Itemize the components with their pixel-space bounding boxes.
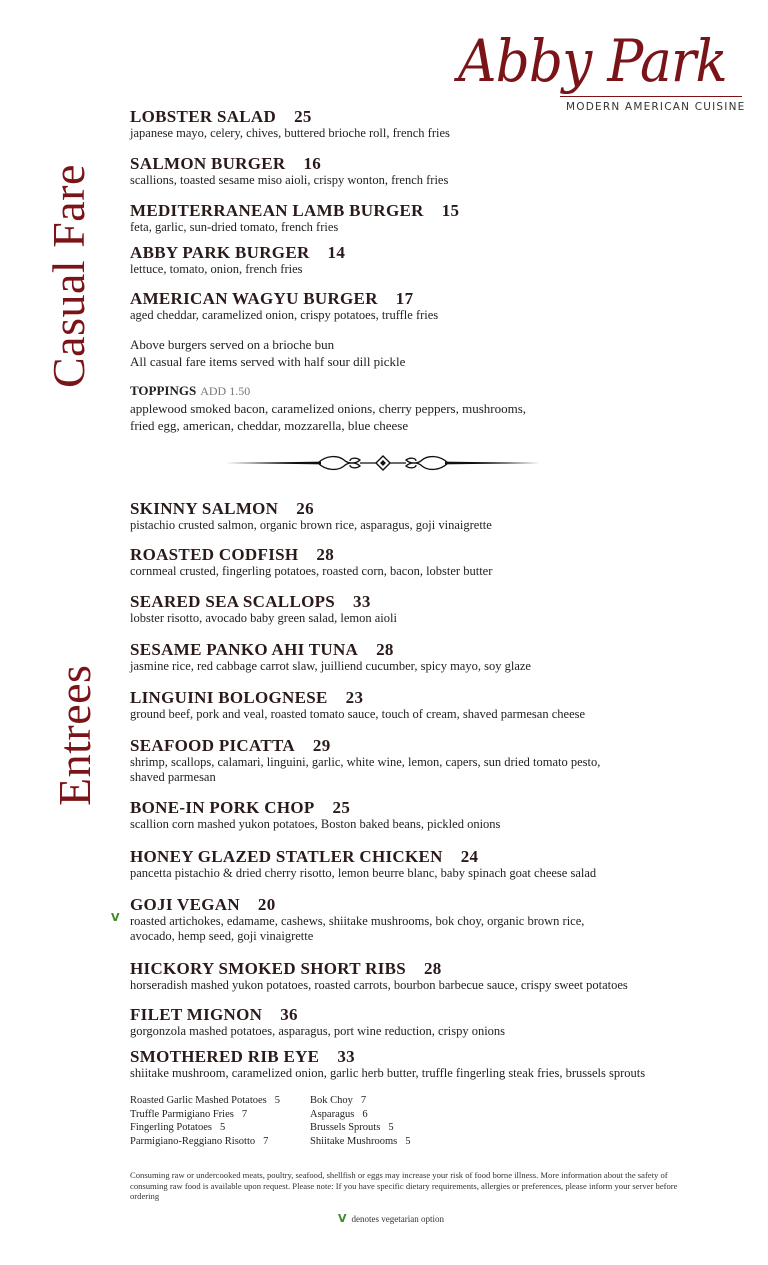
item-description: roasted artichokes, edamame, cashews, shiitake mushrooms, bok choy, organic brown rice, — [130, 914, 585, 928]
item-description: scallions, toasted sesame miso aioli, crispy wonton, french fries — [130, 173, 449, 187]
item-description: cornmeal crusted, fingerling potatoes, roasted corn, bacon, lobster butter — [130, 564, 493, 578]
item-name: MEDITERRANEAN LAMB BURGER — [130, 201, 424, 220]
item-name: HICKORY SMOKED SHORT RIBS — [130, 959, 406, 978]
menu-item — [130, 546, 690, 579]
side-item — [310, 1135, 410, 1149]
side-price: 7 — [263, 1135, 269, 1147]
toppings-line: fried egg, american, cheddar, mozzarella, blue cheese — [130, 418, 409, 433]
item-price: 33 — [353, 592, 371, 611]
item-description: japanese mayo, celery, chives, buttered brioche roll, french fries — [130, 126, 450, 140]
toppings-label: TOPPINGS — [130, 383, 197, 398]
item-name: ROASTED CODFISH — [130, 545, 299, 564]
item-price: 26 — [296, 499, 314, 518]
menu-item — [130, 737, 690, 785]
item-name: LINGUINI BOLOGNESE — [130, 688, 328, 707]
side-price: 5 — [219, 1122, 226, 1134]
menu-item — [130, 155, 690, 188]
side-item — [310, 1108, 410, 1122]
menu-item — [130, 848, 690, 881]
side-item — [310, 1121, 410, 1135]
side-name: Bok Choy — [310, 1095, 353, 1106]
vegetarian-legend-text: denotes vegetarian option — [351, 1214, 444, 1224]
menu-item — [130, 1006, 690, 1039]
item-name: SMOTHERED RIB EYE — [130, 1047, 320, 1066]
ornament-divider — [226, 452, 540, 474]
menu-item — [130, 641, 690, 674]
item-price: 25 — [332, 798, 351, 817]
side-price: 7 — [241, 1108, 248, 1120]
item-price: 25 — [294, 107, 312, 126]
item-description: feta, garlic, sun-dried tomato, french fries — [130, 220, 339, 234]
menu-item — [130, 896, 690, 944]
item-name: SESAME PANKO AHI TUNA — [130, 640, 359, 659]
item-description: jasmine rice, red cabbage carrot slaw, juilliend cucumber, spicy mayo, soy glaze — [130, 659, 531, 673]
brand-tagline: MODERN AMERICAN CUISINE — [566, 101, 746, 113]
item-price: 33 — [337, 1047, 355, 1066]
item-price: 14 — [327, 243, 346, 262]
side-name: Fingerling Potatoes — [130, 1122, 212, 1134]
menu-item — [130, 960, 690, 993]
menu-item — [130, 202, 690, 235]
item-price: 15 — [441, 201, 460, 220]
side-price: 5 — [274, 1095, 281, 1106]
toppings-price: ADD 1.50 — [200, 384, 251, 398]
sides-list-right — [310, 1094, 410, 1148]
item-name: SALMON BURGER — [130, 154, 286, 173]
menu-item — [130, 593, 690, 626]
item-price: 16 — [303, 154, 322, 173]
item-name: BONE-IN PORK CHOP — [130, 798, 315, 817]
logo-underline — [560, 96, 742, 97]
vegetarian-icon: V — [111, 911, 120, 924]
side-price: 7 — [360, 1095, 367, 1106]
menu-item — [130, 1048, 690, 1081]
vegetarian-legend-icon: V — [338, 1212, 347, 1225]
side-item — [310, 1094, 410, 1108]
item-description: aged cheddar, caramelized onion, crispy potatoes, truffle fries — [130, 308, 439, 322]
side-item — [130, 1094, 280, 1108]
item-description: lettuce, tomato, onion, french fries — [130, 262, 303, 276]
vegetarian-legend — [338, 1212, 444, 1225]
side-price: 5 — [405, 1135, 411, 1147]
side-name: Brussels Sprouts — [310, 1122, 381, 1134]
item-description: shrimp, scallops, calamari, linguini, garlic, white wine, lemon, capers, sun dried tomato pesto, — [130, 755, 601, 769]
item-description: horseradish mashed yukon potatoes, roasted carrots, bourbon barbecue sauce, crispy sweet potatoes — [130, 978, 628, 992]
item-name: FILET MIGNON — [130, 1005, 263, 1024]
item-description: scallion corn mashed yukon potatoes, Boston baked beans, pickled onions — [130, 817, 501, 831]
menu-item — [130, 799, 690, 832]
item-description: pancetta pistachio & dried cherry risotto, lemon beurre blanc, baby spinach goat cheese salad — [130, 866, 597, 880]
item-price: 17 — [395, 289, 414, 308]
item-description: pistachio crusted salmon, organic brown rice, asparagus, goji vinaigrette — [130, 518, 492, 532]
item-description: shiitake mushroom, caramelized onion, garlic herb butter, truffle fingerling steak fries, brussels sprouts — [130, 1066, 646, 1080]
food-safety-disclaimer: Consuming raw or undercooked meats, poultry, seafood, shellfish or eggs may increase your risk of food borne illness. More information about the safety of consuming raw food is available upon request. Please note: If you have specific dietary requirements, allergies or preferences, please inform your server before ordering — [130, 1170, 678, 1201]
item-description: gorgonzola mashed potatoes, asparagus, port wine reduction, crispy onions — [130, 1024, 506, 1038]
menu-item — [130, 290, 690, 323]
side-name: Shiitake Mushrooms — [310, 1135, 398, 1147]
note-line: All casual fare items served with half sour dill pickle — [130, 354, 406, 369]
menu-item — [130, 244, 690, 277]
burger-notes — [130, 336, 405, 370]
item-name: GOJI VEGAN — [130, 895, 240, 914]
item-name: AMERICAN WAGYU BURGER — [130, 289, 378, 308]
side-price: 6 — [362, 1108, 368, 1120]
toppings-line: applewood smoked bacon, caramelized onions, cherry peppers, mushrooms, — [130, 401, 527, 416]
side-name: Parmigiano-Reggiano Risotto — [130, 1135, 256, 1147]
side-name: Truffle Parmigiano Fries — [130, 1108, 234, 1120]
item-name: LOBSTER SALAD — [130, 107, 277, 126]
item-price: 20 — [257, 895, 276, 914]
item-price: 28 — [376, 640, 394, 659]
item-price: 24 — [460, 847, 479, 866]
item-name: SKINNY SALMON — [130, 499, 279, 518]
item-description: ground beef, pork and veal, roasted tomato sauce, touch of cream, shaved parmesan cheese — [130, 707, 586, 721]
note-line: Above burgers served on a brioche bun — [130, 337, 335, 352]
item-description-cont: avocado, hemp seed, goji vinaigrette — [130, 929, 314, 943]
side-name: Asparagus — [310, 1108, 355, 1120]
item-name: SEAFOOD PICATTA — [130, 736, 295, 755]
item-price: 23 — [345, 688, 364, 707]
item-price: 28 — [316, 545, 334, 564]
item-description: lobster risotto, avocado baby green salad, lemon aioli — [130, 611, 397, 625]
item-price: 28 — [424, 959, 442, 978]
item-description-cont: shaved parmesan — [130, 770, 216, 784]
brand-name: Abby Park — [458, 27, 727, 95]
item-price: 36 — [280, 1005, 298, 1024]
item-name: SEARED SEA SCALLOPS — [130, 592, 336, 611]
item-price: 29 — [312, 736, 331, 755]
sides-list-left — [130, 1094, 280, 1148]
side-item — [130, 1135, 280, 1149]
side-name: Roasted Garlic Mashed Potatoes — [130, 1095, 267, 1106]
item-name: HONEY GLAZED STATLER CHICKEN — [130, 847, 443, 866]
section-title-entrees: Entrees — [49, 664, 100, 806]
side-price: 5 — [388, 1122, 394, 1134]
item-name: ABBY PARK BURGER — [130, 243, 310, 262]
section-title-casual-fare: Casual Fare — [43, 164, 94, 388]
menu-item — [130, 500, 690, 533]
side-item — [130, 1108, 280, 1122]
toppings-block — [130, 382, 526, 434]
side-item — [130, 1121, 280, 1135]
menu-item — [130, 108, 690, 141]
menu-item — [130, 689, 690, 722]
